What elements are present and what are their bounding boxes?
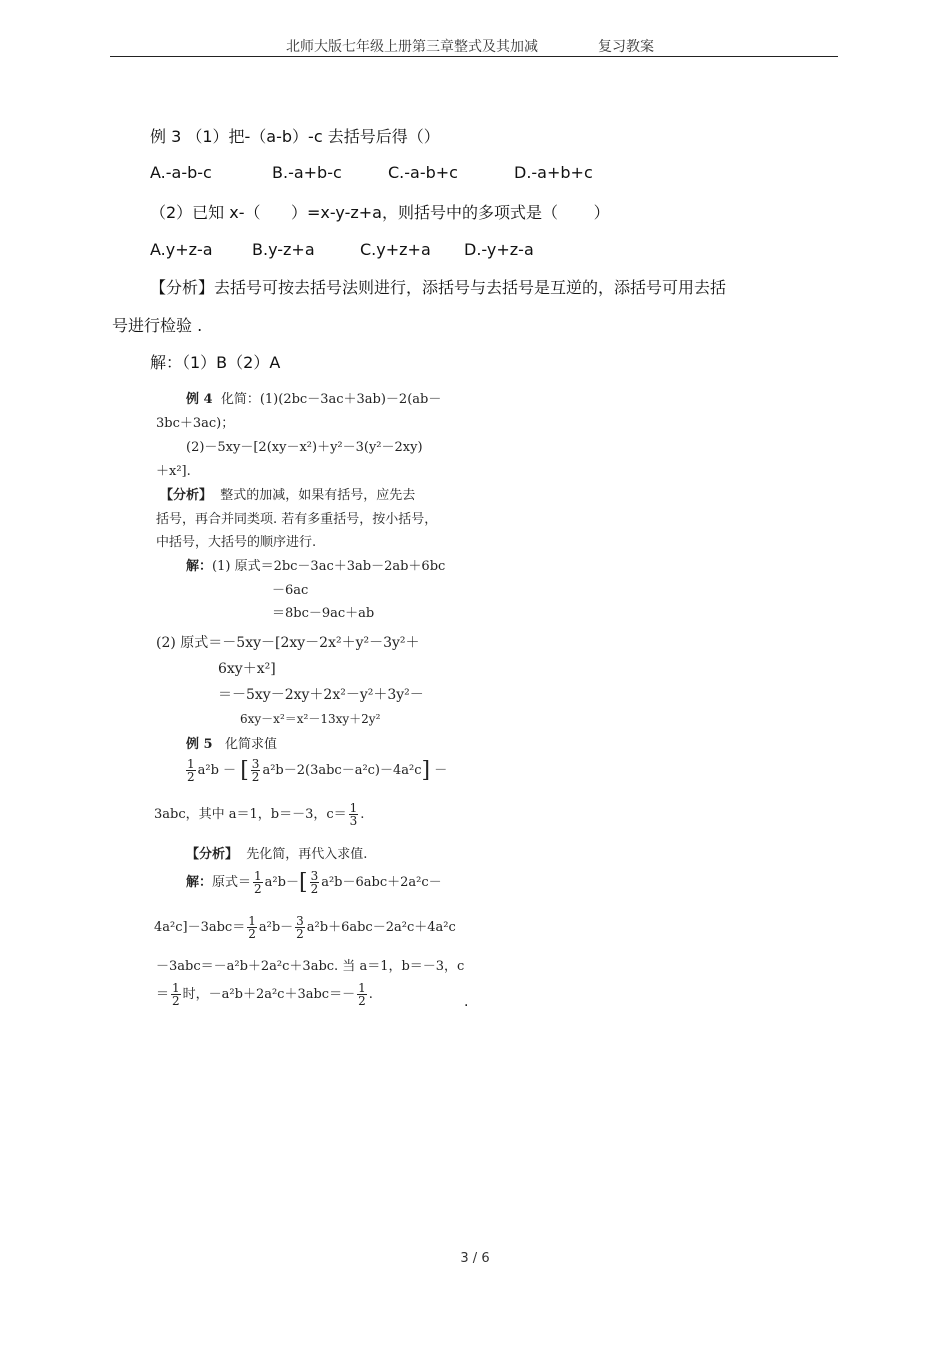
example5-analysis: 【分析】 先化简，再代入求值. <box>186 847 368 862</box>
example4-analysis-2: 括号，再合并同类项. 若有多重括号，按小括号， <box>156 512 438 527</box>
option-c2: C.y+z+a <box>360 240 431 259</box>
example5-expression-line2: 3abc，其中 a＝1，b＝－3，c＝ $\frac{1}{3}$ . <box>154 801 365 828</box>
example4-solution-6: ＝－5xy－2xy＋2x²－y²＋3y²－ <box>218 687 424 703</box>
example3-answer: 解：（1）B（2）A <box>150 353 281 372</box>
example4-label: 例 4 <box>186 392 213 407</box>
example4-solution-4: (2) 原式＝－5xy－[2xy－2x²＋y²－3y²＋ <box>156 635 420 651</box>
example4-solution-7: 6xy－x²＝x²－13xy＋2y² <box>240 712 381 726</box>
example4-analysis-label: 【分析】 <box>160 488 213 503</box>
option-b2: B.y-z+a <box>252 240 315 259</box>
example4-solution-5: 6xy＋x²] <box>218 661 276 677</box>
option-a1: A.-a-b-c <box>150 163 212 182</box>
example5-analysis-label: 【分析】 <box>186 847 239 862</box>
example4-analysis-3: 中括号，大括号的顺序进行. <box>156 535 317 550</box>
example3-analysis-line1: 【分析】去括号可按去括号法则进行，添括号与去括号是互逆的，添括号可用去括 <box>150 278 727 297</box>
example5-title: 例 5 化简求值 <box>186 737 277 752</box>
example5-expression-line1: $\frac{1}{2}$ a²b － [ $\frac{3}{2}$ a²b－2(3abc－a²c)－4a²c] － <box>187 757 448 784</box>
option-d2: D.-y+z-a <box>464 240 534 259</box>
example5-label: 例 5 <box>186 737 213 752</box>
fraction-one-half: $\frac{1}{2}$ <box>187 757 195 784</box>
example4-solution-3: ＝8bc－9ac＋ab <box>272 606 375 621</box>
header-title: 北师大版七年级上册第三章整式及其加减 <box>286 39 538 55</box>
example4-solution-1: 解：(1) 原式＝2bc－3ac＋3ab－2ab＋6bc <box>186 559 446 574</box>
example4-line2: 3bc＋3ac)； <box>156 416 235 431</box>
example5-solution-2: 4a²c]－3abc＝ $\frac{1}{2}$ a²b－ $\frac{3}{2}$ a²b＋6abc－2a²c＋4a²c <box>154 914 456 941</box>
example5-solution-1: 解：原式＝ $\frac{1}{2}$ a²b－[ $\frac{3}{2}$ a²b－6abc＋2a²c－ <box>186 869 442 896</box>
header-subtitle: 复习教案 <box>598 39 654 55</box>
fraction-three-halves: $\frac{3}{2}$ <box>251 757 260 784</box>
option-a2: A.y+z-a <box>150 240 213 259</box>
example4-line4: ＋x²]. <box>156 464 191 479</box>
fraction-one-third: $\frac{1}{3}$ <box>349 801 358 828</box>
example4-analysis-1: 【分析】 整式的加减，如果有括号，应先去 <box>160 488 416 503</box>
example5-solution-label: 解： <box>186 875 213 890</box>
example3-analysis-line2: 号进行检验 . <box>112 316 203 335</box>
page-header <box>110 34 838 57</box>
example4-solution-label: 解： <box>186 559 213 574</box>
example4-line3: (2)－5xy－[2(xy－x²)＋y²－3(y²－2xy) <box>186 440 423 455</box>
example4-line1: 例 4 化简：(1)(2bc－3ac＋3ab)－2(ab－ <box>186 392 442 407</box>
option-c1: C.-a-b+c <box>388 163 458 182</box>
example3-question1: 例 3 （1）把-（a-b）-c 去括号后得（） <box>150 127 440 146</box>
example4-solution-2: －6ac <box>272 583 309 598</box>
example5-solution-4: ＝ $\frac{1}{2}$ 时，－a²b＋2a²c＋3abc＝－ $\frac{1}{2}$ . <box>156 981 373 1008</box>
example5-solution-3: －3abc＝－a²b＋2a²c＋3abc. 当 a＝1，b＝－3，c <box>156 959 465 974</box>
example3-question2: （2）已知 x-（ ）=x-y-z+a，则括号中的多项式是（ ） <box>150 203 610 222</box>
option-d1: D.-a+b+c <box>514 163 593 182</box>
page-number: 3 / 6 <box>460 1251 490 1266</box>
stray-dot: . <box>464 994 469 1010</box>
option-b1: B.-a+b-c <box>272 163 342 182</box>
